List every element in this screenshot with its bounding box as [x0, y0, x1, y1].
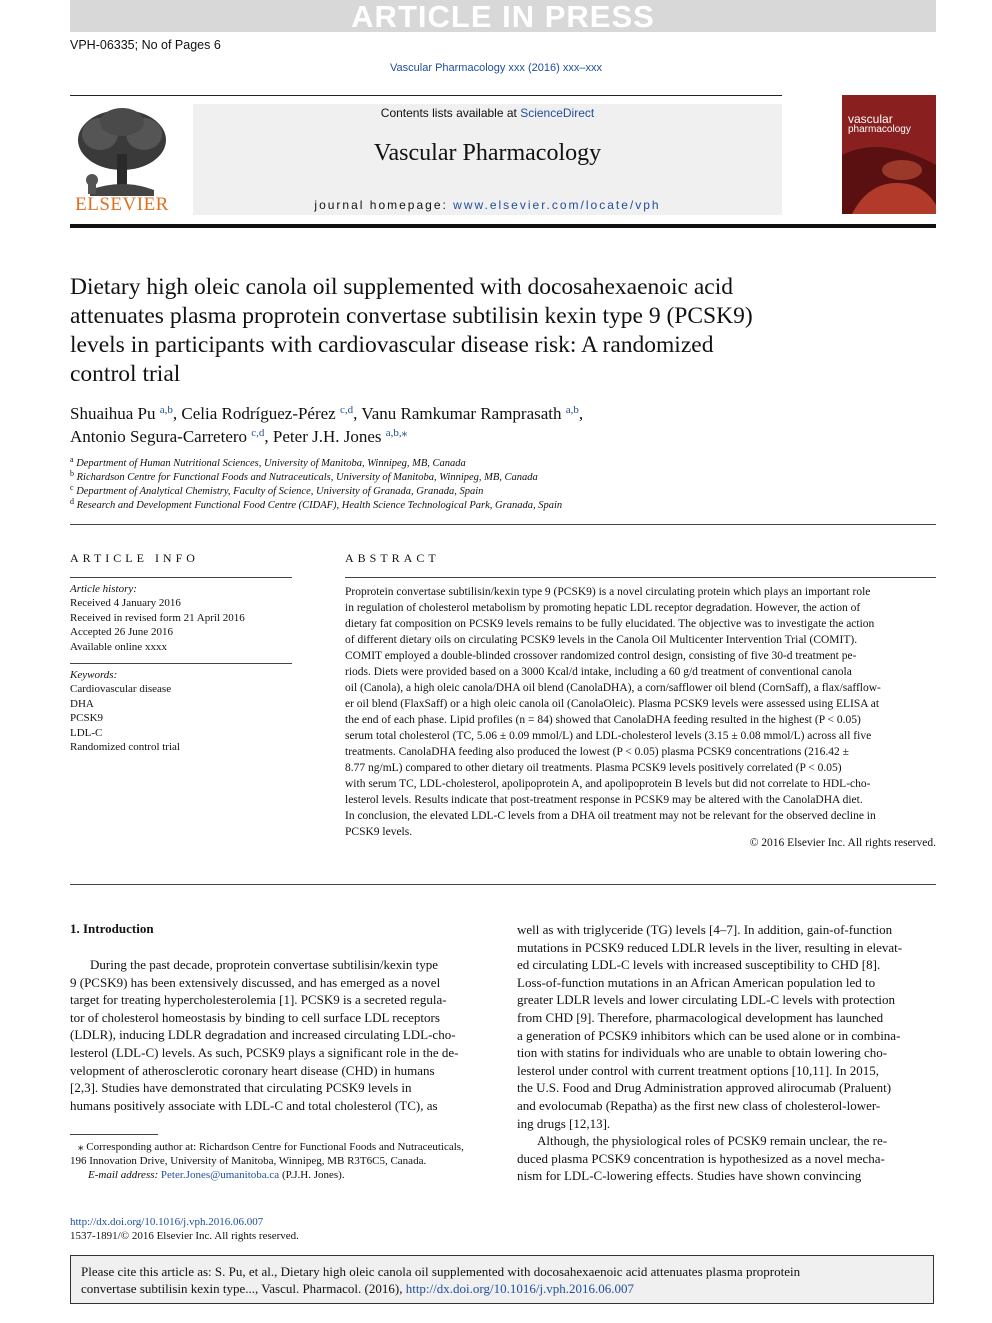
abstract-line: In conclusion, the elevated LDL-C levels from a DHA oil treatment may not be relevant for the observed decline in [345, 810, 876, 822]
abstract-line: of different dietary oils on circulating PCSK9 levels in the Canola Oil Multicenter Intervention Trial (COMIT). [345, 634, 858, 646]
keyword: LDL-C [70, 726, 103, 739]
abstract-copyright: © 2016 Elsevier Inc. All rights reserved. [749, 837, 936, 849]
body-line: mutations in PCSK9 reduced LDLR levels in the liver, resulting in elevat- [517, 939, 903, 955]
cover-title-1: vascular [848, 112, 893, 126]
abstract-line: with serum TC, LDL-cholesterol, apolipoprotein A, and apolipoprotein B levels but did not correlate to HDL-cho- [345, 778, 871, 790]
body-line: 9 (PCSK9) has been extensively discussed, and has emerged as a novel [70, 974, 441, 990]
author-affiliation-mark[interactable]: c,d [251, 427, 265, 439]
abstract-line: PCSK9 levels. [345, 826, 413, 838]
cover-title-2: pharmacology [848, 124, 911, 135]
email-label: E-mail address: [88, 1169, 161, 1181]
author-separator: , [578, 404, 584, 423]
title-line: Dietary high oleic canola oil supplemented with docosahexaenoic acid [70, 274, 733, 300]
received-date: Received 4 January 2016 [70, 597, 181, 610]
body-line: a generation of PCSK9 inhibitors which can be used alone or in combina- [517, 1027, 901, 1043]
keyword: Randomized control trial [70, 741, 180, 754]
abstract-rule [345, 577, 936, 578]
abstract-line: serum total cholesterol (TC, 5.06 ± 0.09 mmol/L) and LDL-cholesterol levels (3.15 ± 0.08 mmol/L) across all five [345, 730, 872, 742]
journal-reference-link[interactable]: Vascular Pharmacology xxx (2016) xxx–xxx [390, 62, 602, 74]
abstract-line: dietary fat composition on PCSK9 levels remains to be fully elucidated. The objective was to investigate the action [345, 618, 875, 630]
abstract-line: Proprotein convertase subtilisin/kexin type 9 (PCSK9) is a novel circulating protein which plays an important role [345, 586, 871, 598]
keyword: PCSK9 [70, 712, 104, 725]
author-name[interactable]: Antonio Segura-Carretero [70, 427, 252, 446]
header-top-rule [70, 95, 782, 96]
sciencedirect-link[interactable]: ScienceDirect [520, 106, 595, 120]
contents-prefix: Contents lists available at [380, 106, 521, 120]
body-line: nism for LDL-C-lowering effects. Studies have shown convincing [517, 1168, 862, 1184]
section-heading-introduction: 1. Introduction [70, 921, 154, 936]
article-in-press-banner [70, 0, 936, 32]
journal-name: Vascular Pharmacology [373, 140, 602, 166]
keywords-label: Keywords: [70, 669, 118, 681]
abstract-line: the end of each phase. Lipid profiles (n = 84) showed that CanolaDHA feeding resulted in the highest (P < 0.05) [345, 714, 861, 726]
body-line: During the past decade, proprotein convertase subtilisin/kexin type [90, 957, 439, 972]
author-line-2 [70, 425, 850, 448]
body-line: tion with statins for individuals who are unable to obtain lowering cho- [517, 1045, 888, 1061]
author-separator: , [172, 404, 182, 423]
journal-cover-thumbnail[interactable] [842, 95, 936, 214]
header-bottom-rule [70, 224, 936, 228]
homepage-line [193, 198, 782, 212]
body-line: (LDLR), inducing LDLR degradation and increased circulating LDL-cho- [70, 1027, 456, 1043]
affiliation-mark: a [70, 455, 74, 464]
banner-text: ARTICLE IN PRESS [351, 0, 655, 34]
body-line: greater LDLR levels and lower circulating LDL-C levels with protection [517, 992, 895, 1008]
citation-prefix: convertase subtilisin kexin type..., Vascul. Pharmacol. (2016), [81, 1281, 406, 1296]
citation-doi-link[interactable]: http://dx.doi.org/10.1016/j.vph.2016.06.007 [405, 1281, 635, 1296]
affiliation-text: Richardson Centre for Functional Foods and Nutraceuticals, University of Manitoba, Winnipeg, MB, Canada [76, 472, 538, 483]
affiliation [70, 485, 770, 499]
body-line: velopment of atherosclerotic coronary heart disease (CHD) in humans [70, 1062, 435, 1078]
keyword: DHA [70, 697, 94, 710]
body-line: lesterol under control with current treatment options [10,11]. In 2015, [517, 1062, 879, 1078]
journal-homepage-link[interactable]: www.elsevier.com/locate/vph [453, 198, 661, 212]
article-title [70, 273, 830, 389]
homepage-prefix: journal homepage: [314, 198, 454, 212]
keyword: Cardiovascular disease [70, 683, 172, 696]
author-list [70, 402, 850, 448]
citation-line-1: Please cite this article as: S. Pu, et al., Dietary high oleic canola oil supplemented with docosahexaenoic acid attenuates plasma proprotein [81, 1264, 801, 1279]
body-line: the U.S. Food and Drug Administration approved alirocumab (Praluent) [517, 1080, 892, 1096]
abstract-heading: ABSTRACT [345, 551, 440, 565]
body-line: tor of cholesterol homeostasis by binding to cell surface LDL receptors [70, 1009, 440, 1025]
article-info-rule [70, 577, 292, 578]
body-line: lesterol (LDL-C) levels. As such, PCSK9 plays a significant role in the de- [70, 1044, 459, 1060]
author-affiliation-mark[interactable]: a,b [565, 404, 579, 416]
author-line-1 [70, 402, 850, 425]
keywords-block [70, 668, 292, 754]
article-history [70, 582, 292, 654]
body-line: and evolocumab (Repatha) as the first new class of cholesterol-lower- [517, 1097, 881, 1113]
abstract-bottom-rule [70, 884, 936, 885]
intro-column-2 [517, 921, 936, 1185]
footnote-line: 196 Innovation Drive, University of Manitoba, Winnipeg, MB R3T6C5, Canada. [70, 1155, 427, 1167]
corresponding-author-footnote [70, 1140, 489, 1182]
body-line: ing drugs [12,13]. [517, 1115, 611, 1131]
keywords-rule [70, 663, 292, 664]
affiliation-mark: c [70, 483, 74, 492]
author-separator: , [264, 427, 273, 446]
author-name[interactable]: Vanu Ramkumar Ramprasath [361, 404, 566, 423]
abstract-line: oil (Canola), a high oleic canola/DHA oil blend (CanolaDHA), a corn/safflower oil blend (CornSaff), a flax/safflow- [345, 682, 881, 694]
doi-link[interactable]: http://dx.doi.org/10.1016/j.vph.2016.06.007 [70, 1216, 264, 1228]
citation-line-2 [81, 1280, 923, 1297]
author-name[interactable]: Celia Rodríguez-Pérez [181, 404, 340, 423]
abstract-line: COMIT employed a double-blinded crossover randomized control design, consisting of five 30-d treatment pe- [345, 650, 857, 662]
body-line: ed circulating LDL-C levels with increased susceptibility to CHD [8]. [517, 957, 881, 973]
author-affiliation-mark[interactable]: c,d [339, 404, 354, 416]
email-suffix: (P.J.H. Jones). [279, 1169, 345, 1181]
history-label: Article history: [70, 583, 137, 595]
footnote-line: ⁎ Corresponding author at: Richardson Centre for Functional Foods and Nutraceuticals, [78, 1141, 464, 1153]
elsevier-wordmark: ELSEVIER [75, 194, 169, 215]
footnote-email-line [70, 1168, 489, 1182]
abstract-line: riods. Diets were provided based on a 3000 Kcal/d intake, including a 60 g/d treatment of conventional canola [345, 666, 852, 678]
footnote-rule [70, 1134, 158, 1135]
body-line: duced plasma PCSK9 concentration is hypothesized as a novel mecha- [517, 1150, 885, 1166]
abstract-line: 8.77 ng/mL) compared to other dietary oil treatments. Plasma PCSK9 levels positively correlated (P < 0.05) [345, 762, 842, 774]
affiliation-text: Department of Human Nutritional Sciences, University of Manitoba, Winnipeg, MB, Canada [76, 458, 466, 469]
title-line: attenuates plasma proprotein convertase subtilisin kexin type 9 (PCSK9) [70, 303, 753, 329]
author-affiliation-mark[interactable]: a,b,⁎ [385, 427, 408, 439]
citation-box [70, 1255, 934, 1304]
affiliation-text: Research and Development Functional Food Centre (CIDAF), Health Science Technological Park, Granada, Spain [76, 500, 563, 511]
abstract-line: in regulation of cholesterol metabolism by promoting hepatic LDL receptor degradation. However, the action of [345, 602, 861, 614]
body-line: target for treating hypercholesterolemia [1]. PCSK9 is a secreted regula- [70, 992, 447, 1008]
body-line: Loss-of-function mutations in an African American population led to [517, 974, 876, 990]
body-line: Although, the physiological roles of PCSK9 remain unclear, the re- [537, 1133, 888, 1149]
affiliation-mark: b [70, 469, 74, 478]
article-info-heading: ARTICLE INFO [70, 551, 199, 565]
issn-line: 1537-1891/© 2016 Elsevier Inc. All rights reserved. [70, 1230, 299, 1242]
affiliation [70, 471, 770, 485]
body-line: well as with triglyceride (TG) levels [4–7]. In addition, gain-of-function [517, 922, 893, 937]
journal-header-box [193, 104, 782, 215]
accepted-date: Accepted 26 June 2016 [70, 626, 173, 639]
author-affiliation-mark[interactable]: a,b [159, 404, 173, 416]
affiliation [70, 457, 770, 471]
affiliation-mark: d [70, 497, 74, 506]
title-line: control trial [70, 361, 181, 387]
abstract-line: treatments. CanolaDHA feeding also produced the lowest (P < 0.05) plasma PCSK9 concentrations (216.42 ± [345, 746, 849, 758]
author-name[interactable]: Peter J.H. Jones [272, 427, 386, 446]
abstract-line: er oil blend (FlaxSaff) or a high oleic canola oil (CanolaOleic). Plasma PCSK9 levels were assessed using ELISA at [345, 698, 880, 710]
body-line: humans positively associate with LDL-C and total cholesterol (TC), as [70, 1097, 438, 1113]
abstract-line: lesterol levels. Results indicate that post-treatment response in PCSK9 may be altered with the CanolaDHA diet. [345, 794, 863, 806]
affiliation [70, 499, 770, 513]
online-date: Available online xxxx [70, 640, 167, 653]
author-email-link[interactable]: Peter.Jones@umanitoba.ca [160, 1169, 280, 1181]
author-name[interactable]: Shuaihua Pu [70, 404, 160, 423]
affiliation-rule [70, 524, 936, 525]
contents-line [193, 106, 782, 120]
body-line: from CHD [9]. Therefore, pharmacological development has launched [517, 1009, 884, 1025]
title-line: levels in participants with cardiovascular disease risk: A randomized [70, 332, 714, 358]
author-separator: , [353, 404, 362, 423]
document-code: VPH-06335; No of Pages 6 [70, 38, 221, 52]
elsevier-logo[interactable] [70, 104, 174, 216]
revised-date: Received in revised form 21 April 2016 [70, 611, 245, 624]
intro-paragraph-1 [70, 956, 489, 1114]
affiliation-text: Department of Analytical Chemistry, Faculty of Science, University of Granada, Granada, Spain [76, 486, 484, 497]
body-line: [2,3]. Studies have demonstrated that circulating PCSK9 levels in [70, 1080, 412, 1096]
abstract-text [345, 584, 936, 840]
